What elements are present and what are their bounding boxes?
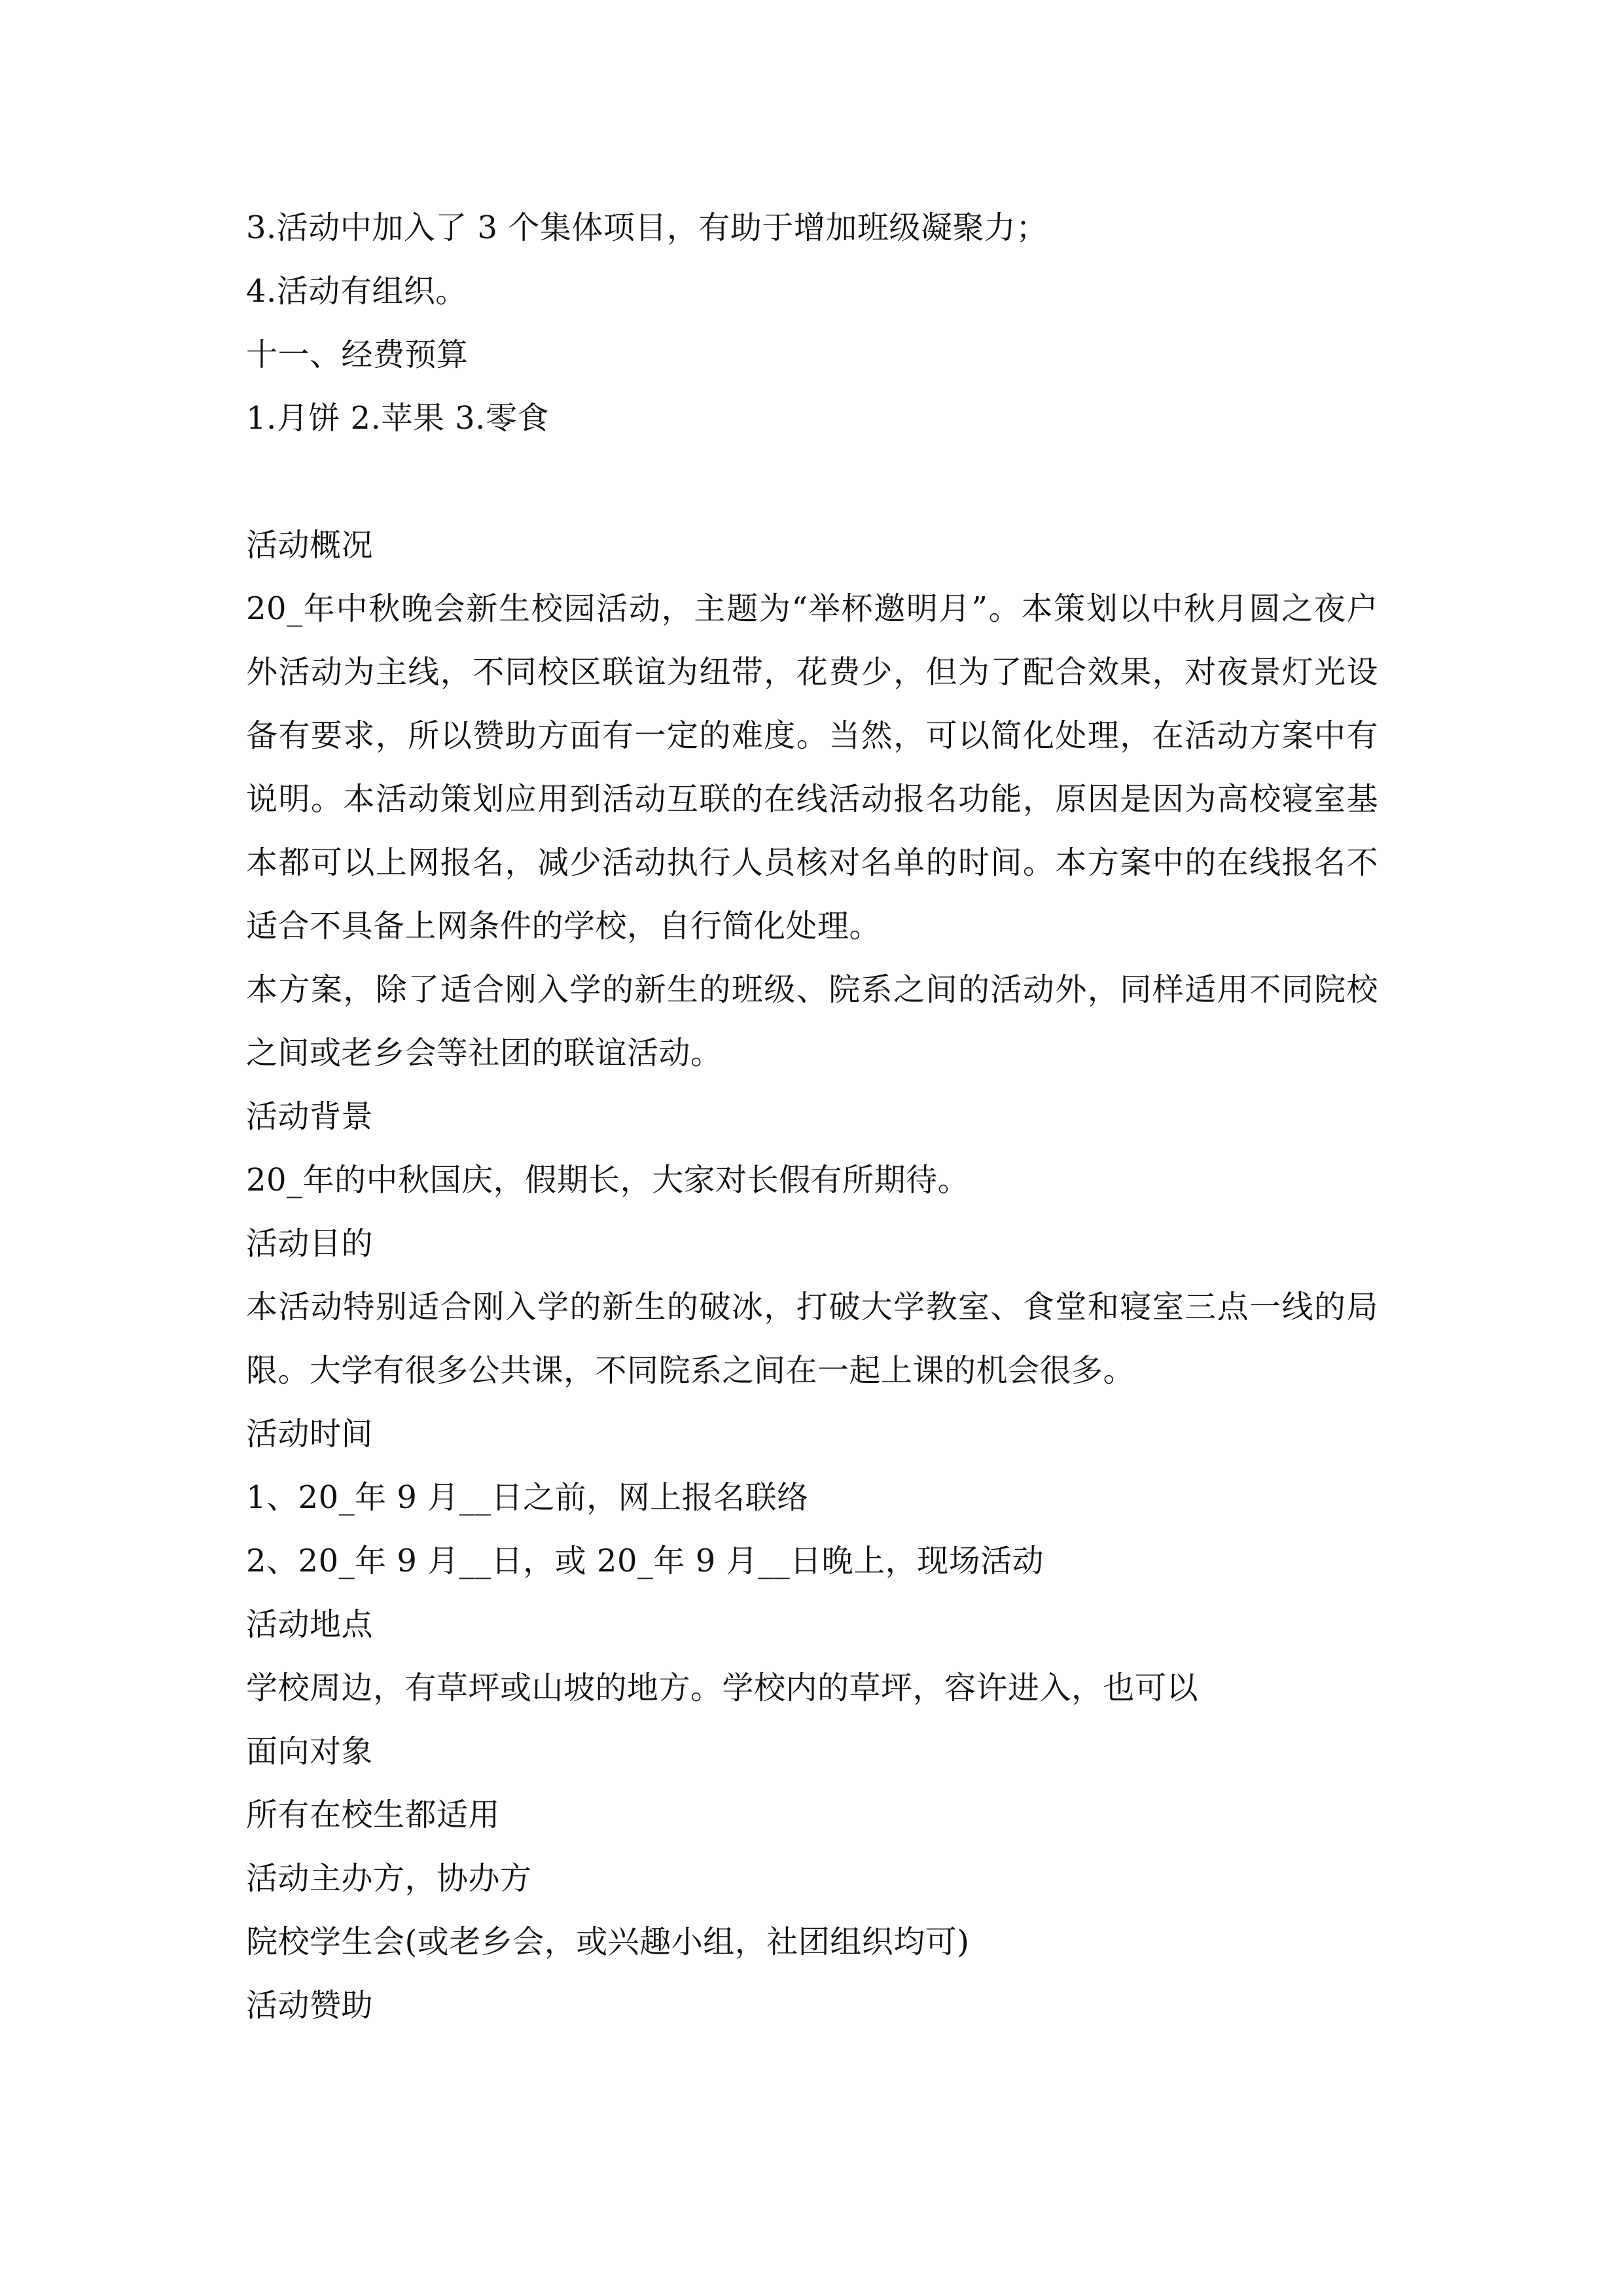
overview-paragraph-1: 20_年中秋晚会新生校园活动，主题为“举杯邀明月”。本策划以中秋月圆之夜户外活动为主线，不同校区联谊为纽带，花费少，但为了配合效果，对夜景灯光设备有要求，所以赞助方面有一定的难度。当然，可以简化处理，在活动方案中有说明。本活动策划应用到活动互联的在线活动报名功能，原因是因为高校寝室基本都可以上网报名，减少活动执行人员核对名单的时间。本方案中的在线报名不适合不具备上网条件的学校，自行简化处理。 bbox=[246, 590, 1378, 944]
list-item: 4.活动有组织。 bbox=[246, 273, 467, 310]
section-heading-background: 活动背景 bbox=[246, 1098, 374, 1135]
section-heading-purpose: 活动目的 bbox=[246, 1225, 374, 1262]
audience-text: 所有在校生都适用 bbox=[246, 1797, 501, 1833]
purpose-text: 本活动特别适合刚入学的新生的破冰，打破大学教室、食堂和寝室三点一线的局限。大学有很多公共课，不同院系之间在一起上课的机会很多。 bbox=[246, 1289, 1378, 1389]
section-heading-budget: 十一、经费预算 bbox=[246, 336, 469, 373]
time-item-1: 1、20_年 9 月__日之前，网上报名联络 bbox=[246, 1479, 809, 1516]
section-heading-time: 活动时间 bbox=[246, 1416, 374, 1452]
list-item: 3.活动中加入了 3 个集体项目，有助于增加班级凝聚力； bbox=[246, 209, 1048, 246]
section-heading-place: 活动地点 bbox=[246, 1606, 374, 1643]
document-body bbox=[246, 196, 1378, 2037]
background-text: 20_年的中秋国庆，假期长，大家对长假有所期待。 bbox=[246, 1162, 970, 1198]
section-heading-sponsor: 活动赞助 bbox=[246, 1987, 374, 2024]
section-heading-audience: 面向对象 bbox=[246, 1733, 374, 1770]
budget-items: 1.月饼 2.苹果 3.零食 bbox=[246, 400, 549, 437]
blank-line bbox=[246, 450, 1378, 514]
overview-paragraph-2: 本方案，除了适合刚入学的新生的班级、院系之间的活动外，同样适用不同院校之间或老乡会等社团的联谊活动。 bbox=[246, 971, 1378, 1071]
section-heading-overview: 活动概况 bbox=[246, 527, 374, 564]
section-heading-organizers: 活动主办方，协办方 bbox=[246, 1860, 532, 1897]
organizers-text: 院校学生会(或老乡会，或兴趣小组，社团组织均可) bbox=[246, 1924, 970, 1960]
time-item-2: 2、20_年 9 月__日，或 20_年 9 月__日晚上，现场活动 bbox=[246, 1543, 1044, 1579]
place-text: 学校周边，有草坪或山坡的地方。学校内的草坪，容许进入，也可以 bbox=[246, 1670, 1199, 1706]
